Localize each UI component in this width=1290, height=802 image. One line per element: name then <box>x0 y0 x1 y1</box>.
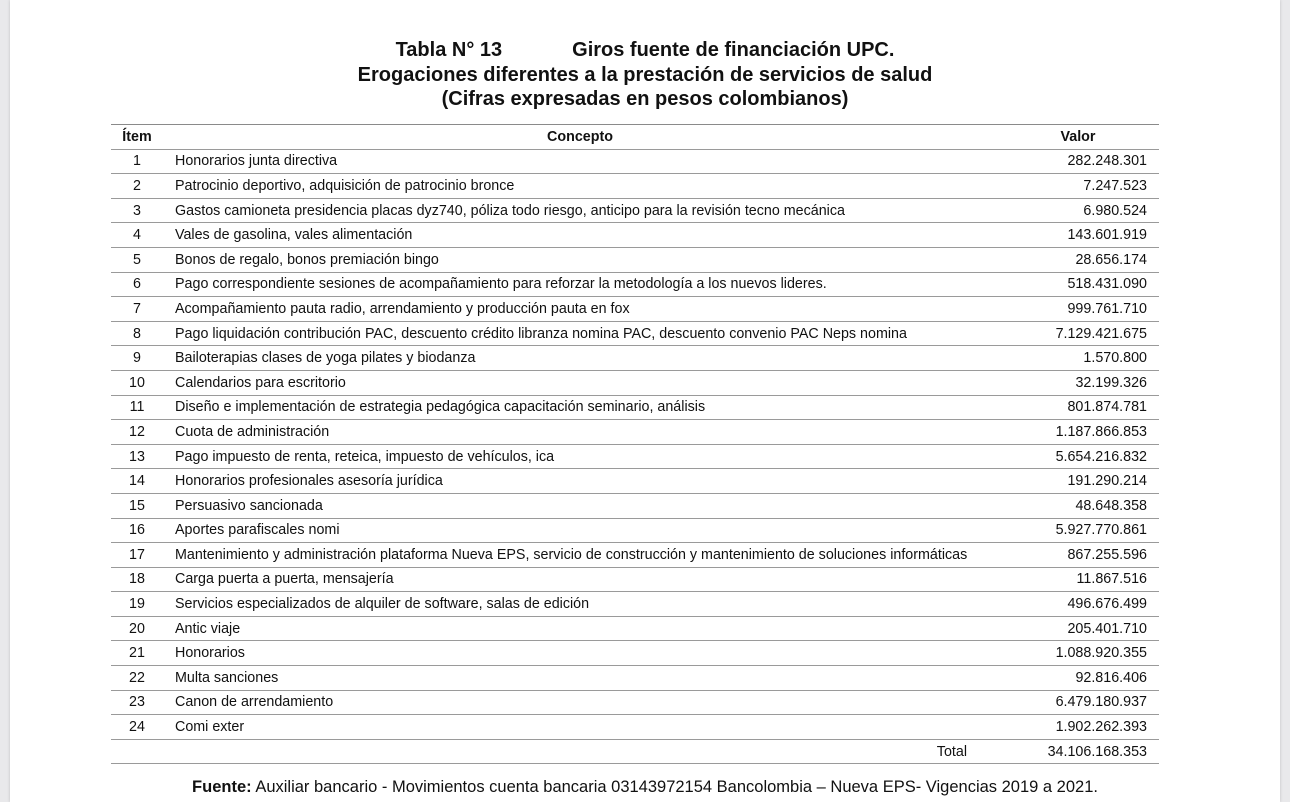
table-row <box>111 543 1159 568</box>
table-row <box>111 690 1159 715</box>
row-value: 6.980.524 <box>997 198 1159 223</box>
row-item-number: 7 <box>111 297 163 322</box>
row-concept: Honorarios <box>163 641 997 666</box>
row-value: 6.479.180.937 <box>997 690 1159 715</box>
table-row <box>111 666 1159 691</box>
table-row <box>111 395 1159 420</box>
row-concept: Vales de gasolina, vales alimentación <box>163 223 997 248</box>
row-item-number: 2 <box>111 174 163 199</box>
row-concept: Bailoterapias clases de yoga pilates y biodanza <box>163 346 997 371</box>
row-concept: Cuota de administración <box>163 420 997 445</box>
table-row <box>111 420 1159 445</box>
title-line-1 <box>0 38 1290 63</box>
table-row <box>111 493 1159 518</box>
row-value: 7.247.523 <box>997 174 1159 199</box>
table-row <box>111 272 1159 297</box>
row-value: 999.761.710 <box>997 297 1159 322</box>
row-value: 143.601.919 <box>997 223 1159 248</box>
row-concept: Honorarios profesionales asesoría jurídica <box>163 469 997 494</box>
table-subject: Giros fuente de financiación UPC. <box>572 39 895 61</box>
table-body <box>111 149 1159 739</box>
table-row <box>111 297 1159 322</box>
table-row <box>111 641 1159 666</box>
table-header-row <box>111 125 1159 150</box>
row-item-number: 18 <box>111 567 163 592</box>
row-concept: Diseño e implementación de estrategia pedagógica capacitación seminario, análisis <box>163 395 997 420</box>
source-text: Auxiliar bancario - Movimientos cuenta bancaria 03143972154 Bancolombia – Nueva EPS- Vigencias 2019 a 2021. <box>255 778 1098 796</box>
table-row <box>111 370 1159 395</box>
title-line-3: (Cifras expresadas en pesos colombianos) <box>441 88 849 110</box>
row-concept: Acompañamiento pauta radio, arrendamiento y producción pauta en fox <box>163 297 997 322</box>
row-item-number: 5 <box>111 247 163 272</box>
row-item-number: 6 <box>111 272 163 297</box>
row-item-number: 15 <box>111 493 163 518</box>
row-item-number: 11 <box>111 395 163 420</box>
row-concept: Canon de arrendamiento <box>163 690 997 715</box>
row-item-number: 14 <box>111 469 163 494</box>
table-title <box>0 38 1290 112</box>
row-item-number: 19 <box>111 592 163 617</box>
table-row <box>111 715 1159 740</box>
row-item-number: 13 <box>111 444 163 469</box>
row-value: 5.654.216.832 <box>997 444 1159 469</box>
row-concept: Bonos de regalo, bonos premiación bingo <box>163 247 997 272</box>
table-row <box>111 616 1159 641</box>
row-concept: Comi exter <box>163 715 997 740</box>
row-item-number: 3 <box>111 198 163 223</box>
row-concept: Patrocinio deportivo, adquisición de patrocinio bronce <box>163 174 997 199</box>
total-value: 34.106.168.353 <box>997 739 1159 764</box>
row-value: 1.187.866.853 <box>997 420 1159 445</box>
row-value: 28.656.174 <box>997 247 1159 272</box>
row-item-number: 23 <box>111 690 163 715</box>
row-value: 191.290.214 <box>997 469 1159 494</box>
row-item-number: 8 <box>111 321 163 346</box>
table-row <box>111 223 1159 248</box>
row-item-number: 17 <box>111 543 163 568</box>
row-item-number: 1 <box>111 149 163 174</box>
row-concept: Servicios especializados de alquiler de software, salas de edición <box>163 592 997 617</box>
row-concept: Pago impuesto de renta, reteica, impuesto de vehículos, ica <box>163 444 997 469</box>
row-concept: Antic viaje <box>163 616 997 641</box>
row-value: 32.199.326 <box>997 370 1159 395</box>
row-value: 1.902.262.393 <box>997 715 1159 740</box>
row-item-number: 4 <box>111 223 163 248</box>
row-item-number: 10 <box>111 370 163 395</box>
row-concept: Honorarios junta directiva <box>163 149 997 174</box>
row-value: 48.648.358 <box>997 493 1159 518</box>
table-row <box>111 174 1159 199</box>
row-value: 5.927.770.861 <box>997 518 1159 543</box>
expenses-table <box>111 124 1159 764</box>
table-row <box>111 321 1159 346</box>
table-row <box>111 469 1159 494</box>
row-value: 205.401.710 <box>997 616 1159 641</box>
row-value: 282.248.301 <box>997 149 1159 174</box>
row-value: 496.676.499 <box>997 592 1159 617</box>
source-label: Fuente: <box>192 778 252 796</box>
total-row <box>111 739 1159 764</box>
row-concept: Carga puerta a puerta, mensajería <box>163 567 997 592</box>
row-item-number: 22 <box>111 666 163 691</box>
table-row <box>111 247 1159 272</box>
row-concept: Mantenimiento y administración plataforma Nueva EPS, servicio de construcción y mantenimiento de soluciones informáticas <box>163 543 997 568</box>
row-value: 1.088.920.355 <box>997 641 1159 666</box>
row-value: 7.129.421.675 <box>997 321 1159 346</box>
table-row <box>111 592 1159 617</box>
header-value: Valor <box>997 125 1159 150</box>
row-value: 518.431.090 <box>997 272 1159 297</box>
row-concept: Pago liquidación contribución PAC, descuento crédito libranza nomina PAC, descuento convenio PAC Neps nomina <box>163 321 997 346</box>
table-row <box>111 567 1159 592</box>
row-item-number: 12 <box>111 420 163 445</box>
table-row <box>111 198 1159 223</box>
table-row <box>111 346 1159 371</box>
row-value: 92.816.406 <box>997 666 1159 691</box>
header-concept: Concepto <box>163 125 997 150</box>
source-note <box>0 778 1290 797</box>
row-concept: Persuasivo sancionada <box>163 493 997 518</box>
row-item-number: 9 <box>111 346 163 371</box>
row-item-number: 21 <box>111 641 163 666</box>
row-concept: Gastos camioneta presidencia placas dyz740, póliza todo riesgo, anticipo para la revisión tecno mecánica <box>163 198 997 223</box>
row-concept: Calendarios para escritorio <box>163 370 997 395</box>
row-value: 867.255.596 <box>997 543 1159 568</box>
table-row <box>111 444 1159 469</box>
title-line-2: Erogaciones diferentes a la prestación de servicios de salud <box>357 63 933 86</box>
total-label: Total <box>163 739 997 764</box>
table-number: Tabla N° 13 <box>395 39 503 61</box>
header-item: Ítem <box>111 125 163 150</box>
row-item-number: 24 <box>111 715 163 740</box>
row-item-number: 20 <box>111 616 163 641</box>
row-item-number: 16 <box>111 518 163 543</box>
row-value: 1.570.800 <box>997 346 1159 371</box>
row-value: 801.874.781 <box>997 395 1159 420</box>
row-value: 11.867.516 <box>997 567 1159 592</box>
row-concept: Pago correspondiente sesiones de acompañamiento para reforzar la metodología a los nuevos lideres. <box>163 272 997 297</box>
row-concept: Aportes parafiscales nomi <box>163 518 997 543</box>
table-row <box>111 518 1159 543</box>
row-concept: Multa sanciones <box>163 666 997 691</box>
table-row <box>111 149 1159 174</box>
